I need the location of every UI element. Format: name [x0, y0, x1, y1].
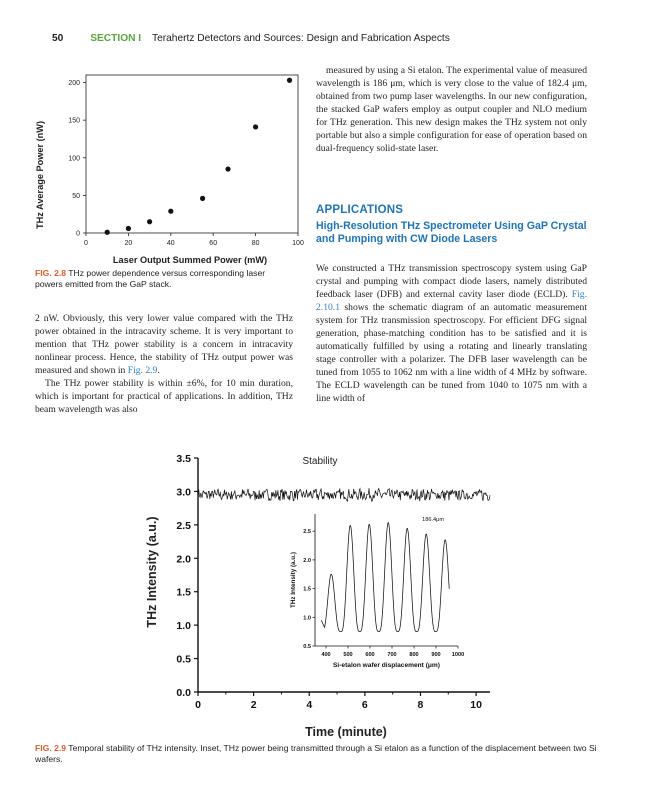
y-tick-label: 3.0 [176, 486, 191, 499]
y-tick-label: 0.5 [176, 653, 191, 666]
y-tick-label: 1.0 [176, 620, 191, 633]
inset-plot [290, 514, 464, 669]
inset-y-tick-label: 2.5 [303, 529, 311, 536]
y-tick-label: 0.0 [176, 687, 191, 699]
y-tick-label: 100 [68, 155, 80, 163]
data-point [126, 226, 131, 231]
plot-area [68, 75, 304, 247]
inset-y-tick-label: 2.0 [303, 557, 311, 564]
data-point [168, 209, 173, 214]
y-tick-label: 0 [76, 230, 80, 238]
paragraph [316, 262, 587, 406]
paragraph-text-end: . [157, 365, 160, 377]
inset-y-tick-label: 0.5 [303, 644, 311, 650]
subsection-heading: High-Resolution THz Spectrometer Using GaP Crystal and Pumping with CW Diode Lasers [316, 220, 587, 245]
data-point [105, 230, 110, 235]
x-tick-label: 20 [124, 240, 133, 247]
right-column-text-2 [316, 262, 587, 406]
y-axis-label: THz Average Power (nW) [35, 120, 45, 230]
y-tick-label: 50 [72, 192, 80, 200]
section-label: SECTION I [90, 33, 142, 44]
inset-y-tick-label: 1.5 [303, 586, 311, 593]
x-tick-label: 4 [306, 699, 313, 711]
left-column-text [35, 312, 293, 416]
x-tick-label: 0 [84, 240, 88, 247]
y-tick-label: 3.5 [176, 453, 191, 465]
x-tick-label: 10 [470, 699, 482, 711]
running-title: Terahertz Detectors and Sources: Design and Fabrication Aspects [151, 33, 450, 44]
data-point [253, 124, 258, 129]
data-point [225, 166, 230, 171]
y-tick-label: 1.5 [176, 586, 191, 599]
inset-x-tick-label: 900 [431, 652, 441, 658]
stability-series-line [198, 488, 490, 501]
y-tick-label: 2.0 [176, 553, 191, 566]
inset-y-tick-label: 1.0 [303, 615, 311, 622]
figure-link[interactable]: Fig. 2.9 [127, 365, 158, 377]
section-heading: APPLICATIONS [316, 204, 404, 216]
paragraph-text: 2 nW. Obviously, this very lower value compared with the THz power obtained in the intracavity scheme. It is very important to mention that THz power stability is a concern in intracavity nonlinear process. Hence, the stability of THz output power was measured and shown in [35, 313, 293, 377]
data-point [200, 196, 205, 201]
y-axis-label: THz Intensity (a.u.) [145, 516, 159, 628]
x-tick-label: 2 [250, 699, 257, 711]
data-point [287, 78, 292, 83]
x-tick-label: 0 [195, 699, 201, 711]
caption-label: FIG. 2.8 [35, 268, 67, 278]
chart-title: Stability [302, 456, 338, 467]
x-axis-label: Laser Output Summed Power (mW) [112, 255, 268, 265]
x-tick-label: 6 [361, 699, 368, 711]
paragraph-text: We constructed a THz transmission spectroscopy system using GaP crystal and pumping with compact diode lasers, namely distributed feedback laser (DFB) and external cavity laser diode (ECLD). [316, 263, 587, 301]
data-point [147, 219, 152, 224]
figure-2-8-caption [35, 268, 293, 290]
x-tick-label: 60 [209, 240, 218, 247]
inset-x-tick-label: 400 [321, 652, 331, 658]
page-number: 50 [52, 33, 64, 44]
y-tick-label: 150 [68, 117, 80, 125]
inset-x-tick-label: 1000 [451, 652, 465, 658]
paragraph: measured by using a Si etalon. The experimental value of measured wavelength is 186 μm, which is very close to the value of 182.4 μm, obtained from two pump laser wavelengths. In our new configuration, the stacked GaP wafers employ as output coupler and NLO medium for THz generation. This new design makes the THz system not only portable but also a simple configuration for ease of operation based on dual-frequency solid-state laser. [316, 65, 587, 155]
x-tick-label: 8 [417, 699, 424, 711]
right-column-text [316, 64, 587, 155]
inset-y-axis-label: THz Intensity (a.u.) [290, 552, 297, 608]
figure-2-9-caption [35, 743, 605, 765]
x-tick-label: 80 [251, 240, 260, 247]
inset-x-tick-label: 700 [387, 652, 397, 658]
caption-text: Temporal stability of THz intensity. Inset, THz power being transmitted through a Si etalon as a function of the displacement between two Si wafers. [35, 743, 597, 764]
y-tick-label: 2.5 [176, 519, 191, 532]
plot-frame [86, 75, 298, 233]
inset-x-tick-label: 500 [343, 652, 353, 658]
inset-annotation: 186.4μm [422, 517, 444, 523]
inset-series-line [321, 523, 449, 632]
inset-x-axis-label: Si-etalon wafer displacement (μm) [333, 662, 440, 669]
figure-2-9-chart [140, 452, 500, 742]
paragraph: The THz power stability is within ±6%, for 10 min duration, which is important for practical of applications. In addition, THz beam wavelength was also [35, 378, 293, 416]
y-tick-label: 200 [68, 80, 80, 88]
figure-2-8-chart [30, 65, 310, 271]
x-tick-label: 40 [166, 240, 175, 247]
paragraph-text-end: shows the schematic diagram of an automatic measurement system for THz transmission spectroscopy. For efficient DFG signal generation, phase-matching condition has to be satisfied and it is automatically fulfilled by using a rotating and linearly translating stage controller with a polarizer. The DFB laser wavelength can be tuned from 1055 to 1062 nm with a line width of 4 MHz by software. The ECLD wavelength can be tuned from 1040 to 1075 nm with a line width of [316, 302, 587, 405]
caption-label: FIG. 2.9 [35, 743, 67, 753]
inset-x-tick-label: 800 [409, 652, 419, 658]
inset-x-tick-label: 600 [365, 652, 375, 658]
figure-link[interactable]: Fig. 2.10.1 [316, 289, 587, 314]
page-header [52, 33, 612, 44]
paragraph [35, 312, 293, 377]
caption-text: THz power dependence versus corresponding laser powers emitted from the GaP stack. [35, 268, 266, 289]
x-tick-label: 100 [292, 240, 304, 247]
x-axis-label: Time (minute) [305, 725, 387, 739]
